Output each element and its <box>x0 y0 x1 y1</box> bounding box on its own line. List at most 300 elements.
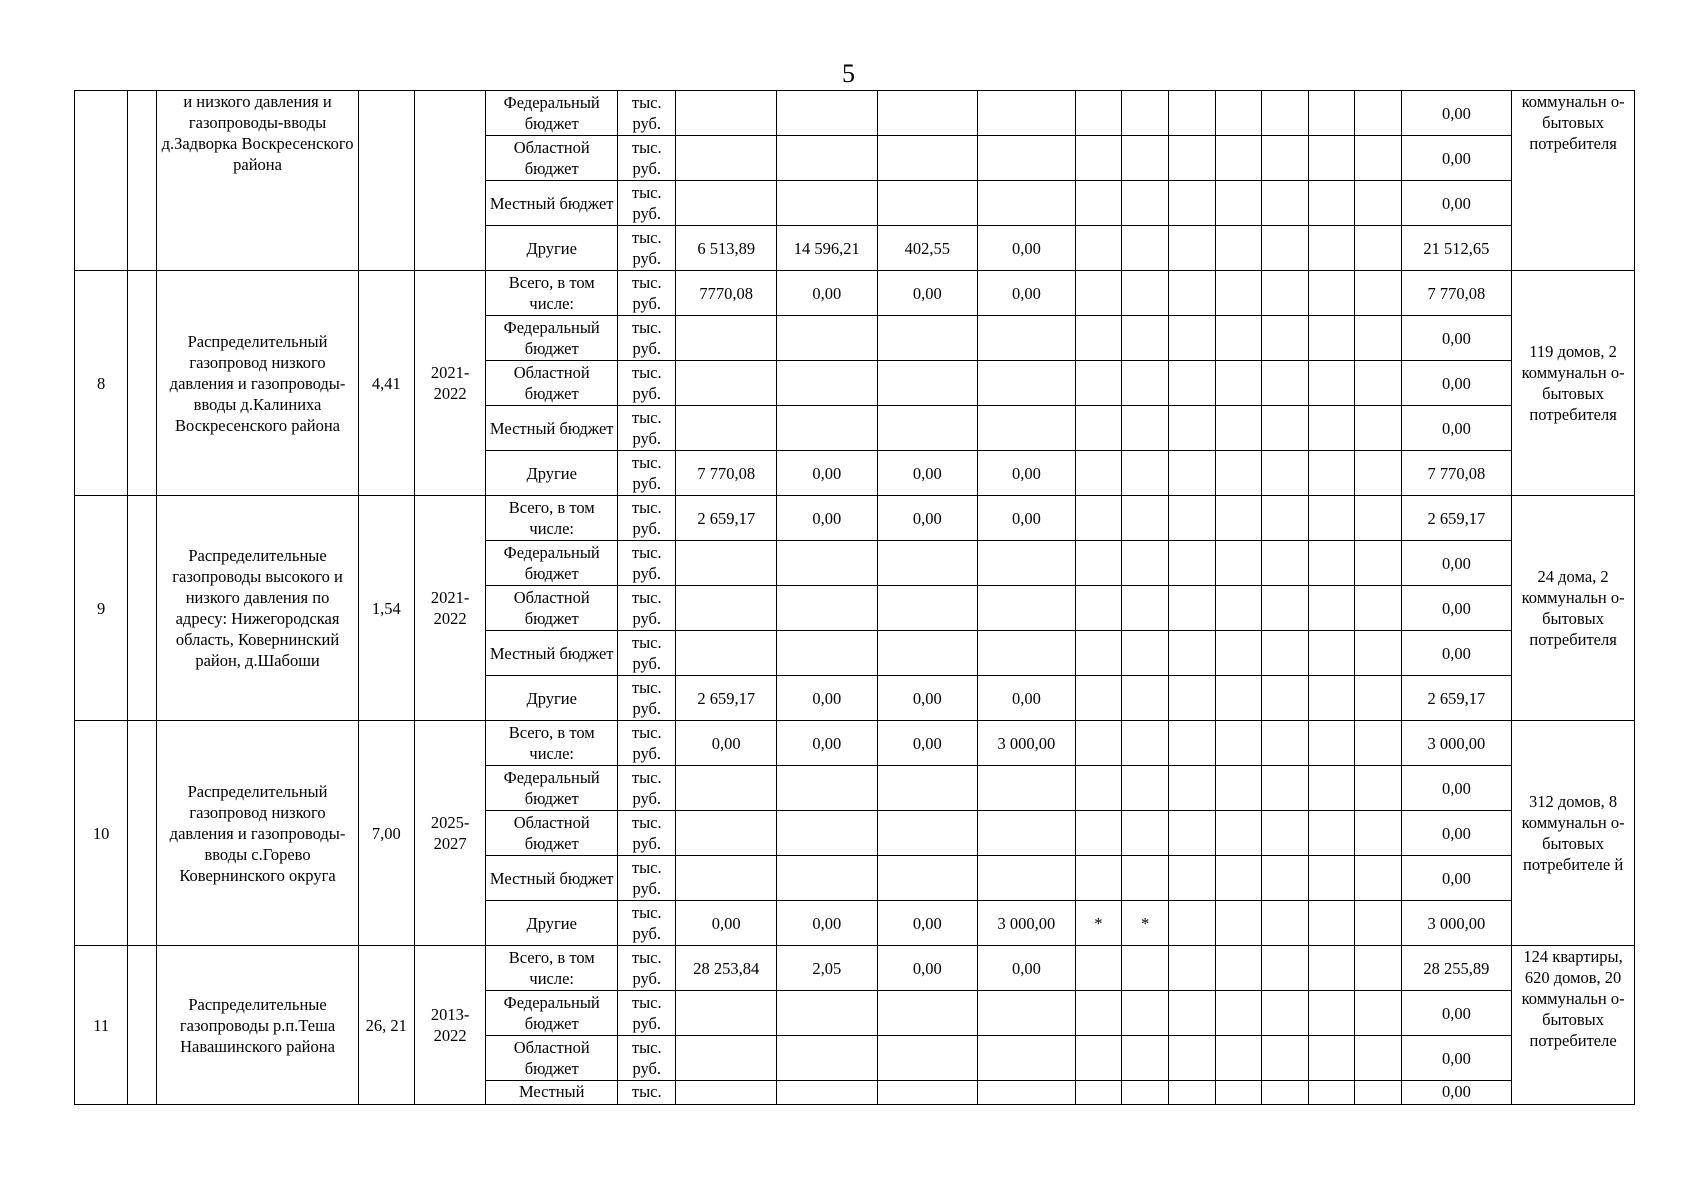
total-cell: 0,00 <box>1401 316 1512 361</box>
col-6-cell <box>1121 271 1168 316</box>
col-8-cell <box>1215 991 1261 1036</box>
total-cell: 3 000,00 <box>1401 721 1512 766</box>
funding-source-cell: Областной бюджет <box>486 361 618 406</box>
col-10-cell <box>1309 721 1355 766</box>
expected-result-cell: 119 домов, 2 коммунальн о-бытовых потребителя <box>1512 271 1635 496</box>
col-10-cell <box>1309 541 1355 586</box>
col-5-cell <box>1075 586 1121 631</box>
unit-cell: тыс. руб. <box>618 91 676 136</box>
page-number: 5 <box>842 59 855 88</box>
col-6-cell <box>1121 631 1168 676</box>
col-9-cell <box>1261 991 1308 1036</box>
table-row <box>75 496 1635 541</box>
unit-cell: тыс. руб. <box>618 631 676 676</box>
year-4-value-cell: 0,00 <box>978 226 1076 271</box>
col-10-cell <box>1309 856 1355 901</box>
col-9-cell <box>1261 631 1308 676</box>
unit-cell: тыс. руб. <box>618 271 676 316</box>
row-number-cell: 11 <box>75 946 128 1105</box>
year-4-value-cell <box>978 91 1076 136</box>
col-7-cell <box>1169 181 1215 226</box>
col-11-cell <box>1355 226 1401 271</box>
object-name-cell: и низкого давления и газопроводы-вводы д.Задворка Воскресенского района <box>157 91 358 271</box>
total-cell: 28 255,89 <box>1401 946 1512 991</box>
period-cell: 2021-2022 <box>414 271 485 496</box>
year-2-value-cell <box>776 856 877 901</box>
col-8-cell <box>1215 361 1261 406</box>
col-5-cell <box>1075 856 1121 901</box>
year-1-value-cell: 7770,08 <box>676 271 777 316</box>
col-7-cell <box>1169 226 1215 271</box>
year-1-value-cell <box>676 541 777 586</box>
col-7-cell <box>1169 271 1215 316</box>
col-11-cell <box>1355 361 1401 406</box>
year-1-value-cell: 2 659,17 <box>676 676 777 721</box>
year-2-value-cell <box>776 316 877 361</box>
col-8-cell <box>1215 136 1261 181</box>
funding-source-cell: Областной бюджет <box>486 1036 618 1081</box>
period-cell: 2021-2022 <box>414 496 485 721</box>
year-4-value-cell <box>978 631 1076 676</box>
year-4-value-cell <box>978 856 1076 901</box>
year-2-value-cell <box>776 1081 877 1105</box>
col-10-cell <box>1309 316 1355 361</box>
year-3-value-cell <box>877 1081 978 1105</box>
col-9-cell <box>1261 496 1308 541</box>
period-cell <box>414 91 485 271</box>
year-2-value-cell <box>776 811 877 856</box>
table-row <box>75 271 1635 316</box>
year-1-value-cell <box>676 766 777 811</box>
funding-source-cell: Местный бюджет <box>486 406 618 451</box>
col-10-cell <box>1309 631 1355 676</box>
unit-cell: тыс. руб. <box>618 541 676 586</box>
col-7-cell <box>1169 91 1215 136</box>
total-cell: 0,00 <box>1401 136 1512 181</box>
period-cell: 2025-2027 <box>414 721 485 946</box>
unit-cell: тыс. руб. <box>618 901 676 946</box>
col-7-cell <box>1169 811 1215 856</box>
total-cell: 0,00 <box>1401 631 1512 676</box>
col-11-cell <box>1355 946 1401 991</box>
col-9-cell <box>1261 946 1308 991</box>
col-10-cell <box>1309 991 1355 1036</box>
year-3-value-cell <box>877 856 978 901</box>
unit-cell: тыс. руб. <box>618 361 676 406</box>
col-5-cell <box>1075 271 1121 316</box>
col-7-cell <box>1169 541 1215 586</box>
col-9-cell <box>1261 721 1308 766</box>
year-2-value-cell: 0,00 <box>776 496 877 541</box>
col-10-cell <box>1309 766 1355 811</box>
col-11-cell <box>1355 496 1401 541</box>
col-9-cell <box>1261 406 1308 451</box>
total-cell: 0,00 <box>1401 856 1512 901</box>
year-3-value-cell: 402,55 <box>877 226 978 271</box>
col-5-cell <box>1075 541 1121 586</box>
year-3-value-cell <box>877 181 978 226</box>
funding-source-cell: Другие <box>486 226 618 271</box>
length-cell: 7,00 <box>358 721 414 946</box>
col-6-cell <box>1121 676 1168 721</box>
col-6-cell <box>1121 136 1168 181</box>
unit-cell: тыс. руб. <box>618 721 676 766</box>
year-2-value-cell: 0,00 <box>776 901 877 946</box>
sub-number-cell <box>128 271 157 496</box>
expected-result-cell: 124 квартиры, 620 домов, 20 коммунальн о-бытовых потребителе <box>1512 946 1635 1105</box>
col-7-cell <box>1169 631 1215 676</box>
col-10-cell <box>1309 1036 1355 1081</box>
col-6-cell <box>1121 1036 1168 1081</box>
col-7-cell <box>1169 1036 1215 1081</box>
col-5-cell <box>1075 946 1121 991</box>
period-cell: 2013-2022 <box>414 946 485 1105</box>
unit-cell: тыс. руб. <box>618 586 676 631</box>
total-cell: 3 000,00 <box>1401 901 1512 946</box>
table-row <box>75 721 1635 766</box>
total-cell: 2 659,17 <box>1401 496 1512 541</box>
length-cell: 26, 21 <box>358 946 414 1105</box>
funding-source-cell: Федеральный бюджет <box>486 316 618 361</box>
col-5-cell <box>1075 316 1121 361</box>
col-5-cell <box>1075 451 1121 496</box>
expected-result-cell: 312 домов, 8 коммунальн о-бытовых потребителе й <box>1512 721 1635 946</box>
col-5-cell <box>1075 676 1121 721</box>
col-6-cell <box>1121 721 1168 766</box>
funding-source-cell: Местный бюджет <box>486 856 618 901</box>
year-1-value-cell <box>676 181 777 226</box>
object-name-cell: Распределительный газопровод низкого давления и газопроводы-вводы д.Калиниха Воскресенского района <box>157 271 358 496</box>
expected-result-cell: коммунальн о-бытовых потребителя <box>1512 91 1635 271</box>
year-3-value-cell <box>877 406 978 451</box>
expected-result-cell: 24 дома, 2 коммунальн о-бытовых потребителя <box>1512 496 1635 721</box>
length-cell: 1,54 <box>358 496 414 721</box>
total-cell: 0,00 <box>1401 181 1512 226</box>
col-8-cell <box>1215 181 1261 226</box>
unit-cell: тыс. руб. <box>618 946 676 991</box>
col-11-cell <box>1355 271 1401 316</box>
year-3-value-cell <box>877 316 978 361</box>
col-11-cell <box>1355 721 1401 766</box>
year-3-value-cell: 0,00 <box>877 676 978 721</box>
year-4-value-cell: 0,00 <box>978 496 1076 541</box>
col-5-cell <box>1075 181 1121 226</box>
col-11-cell <box>1355 991 1401 1036</box>
funding-source-cell: Областной бюджет <box>486 136 618 181</box>
year-3-value-cell <box>877 541 978 586</box>
year-4-value-cell <box>978 991 1076 1036</box>
year-2-value-cell <box>776 91 877 136</box>
year-2-value-cell <box>776 361 877 406</box>
col-9-cell <box>1261 226 1308 271</box>
col-9-cell <box>1261 181 1308 226</box>
col-8-cell <box>1215 631 1261 676</box>
funding-source-cell: Всего, в том числе: <box>486 946 618 991</box>
row-number-cell: 8 <box>75 271 128 496</box>
col-11-cell <box>1355 856 1401 901</box>
total-cell: 0,00 <box>1401 361 1512 406</box>
total-cell: 21 512,65 <box>1401 226 1512 271</box>
col-11-cell <box>1355 406 1401 451</box>
col-7-cell <box>1169 721 1215 766</box>
col-5-cell <box>1075 226 1121 271</box>
col-8-cell <box>1215 1081 1261 1105</box>
col-5-cell <box>1075 1036 1121 1081</box>
col-8-cell <box>1215 946 1261 991</box>
col-9-cell <box>1261 856 1308 901</box>
col-11-cell <box>1355 631 1401 676</box>
col-8-cell <box>1215 586 1261 631</box>
year-1-value-cell: 28 253,84 <box>676 946 777 991</box>
col-10-cell <box>1309 91 1355 136</box>
col-11-cell <box>1355 811 1401 856</box>
unit-cell: тыс. руб. <box>618 1036 676 1081</box>
col-7-cell <box>1169 496 1215 541</box>
year-4-value-cell <box>978 406 1076 451</box>
col-6-cell <box>1121 226 1168 271</box>
col-7-cell <box>1169 136 1215 181</box>
total-cell: 7 770,08 <box>1401 271 1512 316</box>
col-11-cell <box>1355 766 1401 811</box>
year-2-value-cell <box>776 631 877 676</box>
year-1-value-cell <box>676 856 777 901</box>
col-8-cell <box>1215 856 1261 901</box>
year-2-value-cell: 14 596,21 <box>776 226 877 271</box>
sub-number-cell <box>128 496 157 721</box>
col-5-cell <box>1075 406 1121 451</box>
col-8-cell <box>1215 496 1261 541</box>
year-3-value-cell <box>877 361 978 406</box>
col-9-cell <box>1261 361 1308 406</box>
col-11-cell <box>1355 676 1401 721</box>
col-11-cell <box>1355 541 1401 586</box>
col-5-cell <box>1075 1081 1121 1105</box>
total-cell: 0,00 <box>1401 811 1512 856</box>
year-2-value-cell <box>776 1036 877 1081</box>
year-4-value-cell <box>978 316 1076 361</box>
year-2-value-cell <box>776 406 877 451</box>
year-4-value-cell <box>978 1036 1076 1081</box>
unit-cell: тыс. руб. <box>618 811 676 856</box>
total-cell: 0,00 <box>1401 766 1512 811</box>
year-3-value-cell <box>877 991 978 1036</box>
unit-cell: тыс. руб. <box>618 451 676 496</box>
col-7-cell <box>1169 856 1215 901</box>
total-cell: 2 659,17 <box>1401 676 1512 721</box>
col-9-cell <box>1261 541 1308 586</box>
unit-cell: тыс. руб. <box>618 226 676 271</box>
year-4-value-cell <box>978 181 1076 226</box>
col-10-cell <box>1309 136 1355 181</box>
year-2-value-cell <box>776 991 877 1036</box>
year-2-value-cell <box>776 766 877 811</box>
col-6-cell <box>1121 541 1168 586</box>
total-cell: 0,00 <box>1401 991 1512 1036</box>
total-cell: 0,00 <box>1401 1036 1512 1081</box>
total-cell: 0,00 <box>1401 586 1512 631</box>
col-6-cell <box>1121 181 1168 226</box>
unit-cell: тыс. руб. <box>618 406 676 451</box>
col-7-cell <box>1169 316 1215 361</box>
year-2-value-cell: 0,00 <box>776 676 877 721</box>
year-2-value-cell: 0,00 <box>776 721 877 766</box>
year-1-value-cell <box>676 361 777 406</box>
funding-source-cell: Другие <box>486 451 618 496</box>
year-2-value-cell <box>776 136 877 181</box>
col-9-cell <box>1261 316 1308 361</box>
col-10-cell <box>1309 226 1355 271</box>
col-10-cell <box>1309 451 1355 496</box>
unit-cell: тыс. руб. <box>618 181 676 226</box>
year-1-value-cell <box>676 91 777 136</box>
col-7-cell <box>1169 1081 1215 1105</box>
year-1-value-cell: 2 659,17 <box>676 496 777 541</box>
year-3-value-cell <box>877 91 978 136</box>
col-7-cell <box>1169 946 1215 991</box>
col-5-cell <box>1075 496 1121 541</box>
col-9-cell <box>1261 676 1308 721</box>
col-6-cell <box>1121 496 1168 541</box>
col-5-cell <box>1075 766 1121 811</box>
col-10-cell <box>1309 406 1355 451</box>
col-9-cell <box>1261 766 1308 811</box>
year-2-value-cell: 2,05 <box>776 946 877 991</box>
year-3-value-cell: 0,00 <box>877 451 978 496</box>
year-3-value-cell <box>877 811 978 856</box>
funding-source-cell: Областной бюджет <box>486 586 618 631</box>
col-8-cell <box>1215 226 1261 271</box>
col-6-cell <box>1121 406 1168 451</box>
row-number-cell: 10 <box>75 721 128 946</box>
funding-source-cell: Федеральный бюджет <box>486 991 618 1036</box>
year-1-value-cell <box>676 631 777 676</box>
object-name-cell: Распределительные газопроводы р.п.Теша Навашинского района <box>157 946 358 1105</box>
col-10-cell <box>1309 496 1355 541</box>
year-4-value-cell: 0,00 <box>978 451 1076 496</box>
col-11-cell <box>1355 181 1401 226</box>
col-6-cell: * <box>1121 901 1168 946</box>
sub-number-cell <box>128 721 157 946</box>
unit-cell: тыс. руб. <box>618 496 676 541</box>
funding-source-cell: Федеральный бюджет <box>486 541 618 586</box>
col-9-cell <box>1261 451 1308 496</box>
col-7-cell <box>1169 586 1215 631</box>
col-11-cell <box>1355 316 1401 361</box>
col-11-cell <box>1355 1036 1401 1081</box>
table-row <box>75 946 1635 991</box>
col-5-cell <box>1075 136 1121 181</box>
col-11-cell <box>1355 901 1401 946</box>
col-8-cell <box>1215 316 1261 361</box>
unit-cell: тыс. руб. <box>618 676 676 721</box>
table-row <box>75 91 1635 136</box>
object-name-cell: Распределительный газопровод низкого давления и газопроводы-вводы с.Горево Ковернинского округа <box>157 721 358 946</box>
col-8-cell <box>1215 901 1261 946</box>
year-2-value-cell <box>776 586 877 631</box>
row-number-cell: 9 <box>75 496 128 721</box>
col-10-cell <box>1309 676 1355 721</box>
col-7-cell <box>1169 361 1215 406</box>
year-1-value-cell <box>676 1036 777 1081</box>
funding-source-cell: Всего, в том числе: <box>486 271 618 316</box>
year-4-value-cell: 0,00 <box>978 946 1076 991</box>
sub-number-cell <box>128 91 157 271</box>
year-1-value-cell: 0,00 <box>676 901 777 946</box>
col-11-cell <box>1355 1081 1401 1105</box>
col-7-cell <box>1169 766 1215 811</box>
year-2-value-cell <box>776 181 877 226</box>
col-6-cell <box>1121 811 1168 856</box>
col-5-cell <box>1075 991 1121 1036</box>
col-11-cell <box>1355 136 1401 181</box>
col-6-cell <box>1121 1081 1168 1105</box>
col-9-cell <box>1261 586 1308 631</box>
col-9-cell <box>1261 136 1308 181</box>
col-10-cell <box>1309 586 1355 631</box>
total-cell: 0,00 <box>1401 1081 1512 1105</box>
year-3-value-cell <box>877 1036 978 1081</box>
year-3-value-cell <box>877 136 978 181</box>
year-4-value-cell <box>978 361 1076 406</box>
col-8-cell <box>1215 91 1261 136</box>
col-10-cell <box>1309 361 1355 406</box>
year-3-value-cell: 0,00 <box>877 901 978 946</box>
year-1-value-cell <box>676 1081 777 1105</box>
col-8-cell <box>1215 451 1261 496</box>
total-cell: 7 770,08 <box>1401 451 1512 496</box>
col-10-cell <box>1309 901 1355 946</box>
length-cell <box>358 91 414 271</box>
funding-source-cell: Федеральный бюджет <box>486 766 618 811</box>
col-9-cell <box>1261 901 1308 946</box>
col-9-cell <box>1261 811 1308 856</box>
col-9-cell <box>1261 91 1308 136</box>
row-number-cell <box>75 91 128 271</box>
year-4-value-cell <box>978 1081 1076 1105</box>
col-5-cell <box>1075 631 1121 676</box>
col-10-cell <box>1309 271 1355 316</box>
col-6-cell <box>1121 991 1168 1036</box>
col-8-cell <box>1215 271 1261 316</box>
unit-cell: тыс. <box>618 1081 676 1105</box>
year-4-value-cell: 0,00 <box>978 271 1076 316</box>
unit-cell: тыс. руб. <box>618 766 676 811</box>
col-10-cell <box>1309 1081 1355 1105</box>
col-7-cell <box>1169 406 1215 451</box>
year-2-value-cell: 0,00 <box>776 451 877 496</box>
year-3-value-cell <box>877 586 978 631</box>
col-10-cell <box>1309 811 1355 856</box>
year-4-value-cell: 3 000,00 <box>978 901 1076 946</box>
col-8-cell <box>1215 676 1261 721</box>
col-7-cell <box>1169 901 1215 946</box>
year-3-value-cell: 0,00 <box>877 721 978 766</box>
funding-source-cell: Областной бюджет <box>486 811 618 856</box>
col-6-cell <box>1121 766 1168 811</box>
col-7-cell <box>1169 676 1215 721</box>
year-4-value-cell <box>978 766 1076 811</box>
year-4-value-cell: 0,00 <box>978 676 1076 721</box>
financing-table <box>74 90 1635 1105</box>
col-8-cell <box>1215 1036 1261 1081</box>
col-5-cell <box>1075 361 1121 406</box>
length-cell: 4,41 <box>358 271 414 496</box>
year-4-value-cell: 3 000,00 <box>978 721 1076 766</box>
unit-cell: тыс. руб. <box>618 991 676 1036</box>
year-3-value-cell: 0,00 <box>877 496 978 541</box>
year-1-value-cell <box>676 136 777 181</box>
total-cell: 0,00 <box>1401 91 1512 136</box>
